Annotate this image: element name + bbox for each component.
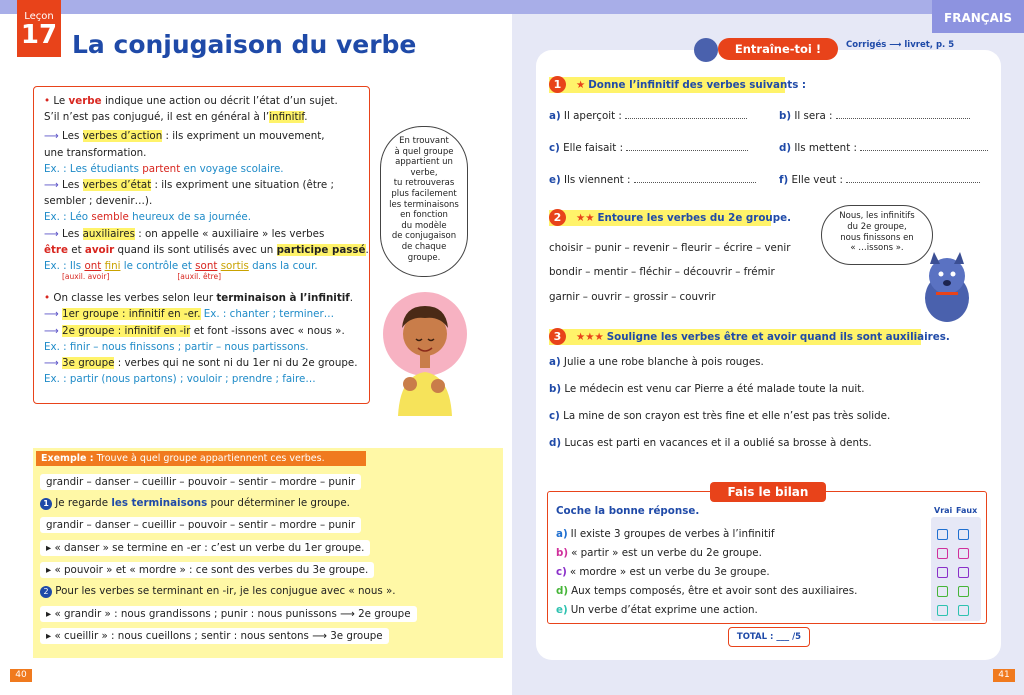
verb-list: grandir – danser – cueillir – pouvoir – sentir – mordre – punir [40,474,361,490]
checkbox-e-faux[interactable] [958,605,969,616]
bilan-item-e: e) Un verbe d’état exprime une action. [556,604,758,616]
subject-tab: FRANÇAIS [932,0,1024,33]
question-1d[interactable]: d) Ils mettent : [779,142,988,154]
example-5: Ex. : partir (nous partons) ; vouloir ; prendre ; faire… [44,373,316,386]
sentence-3d[interactable]: d) Lucas est parti en vacances et il a oublié sa brosse à dents. [549,437,872,449]
lesson-number: 17 [20,20,58,50]
corriges-link[interactable]: Corrigés ⟶ livret, p. 5 [846,40,955,50]
question-1f[interactable]: f) Elle veut : [779,174,980,186]
page-number-right: 41 [993,669,1015,682]
arrow-icon: ⟶ [44,179,59,192]
verb-line-2[interactable]: bondir – mentir – fléchir – découvrir – frémir [549,266,775,278]
exercise-1-header: ★ Donne l’infinitif des verbes suivants : 1 [549,77,785,93]
checkbox-b-vrai[interactable] [937,548,948,559]
step-2: 2 Pour les verbes se terminant en -ir, je les conjugue avec « nous ». [40,585,396,598]
answer-line [634,174,756,183]
checkbox-d-vrai[interactable] [937,586,948,597]
sentence-3c[interactable]: c) La mine de son crayon est très fine et elle n’est pas très solide. [549,410,891,422]
bilan-item-d: d) Aux temps composés, être et avoir sont des auxiliaires. [556,585,858,597]
bilan-instruction: Coche la bonne réponse. [556,505,700,517]
rule-aux: ⟶ Les auxiliaires : on appelle « auxiliaire » les verbes [44,227,325,240]
checkbox-c-vrai[interactable] [937,567,948,578]
bilan-title: Fais le bilan [710,482,826,502]
sentence-3b[interactable]: b) Le médecin est venu car Pierre a été malade toute la nuit. [549,383,865,395]
rule-etat: ⟶ Les verbes d’état : ils expriment une situation (être ; [44,179,334,192]
lesson-tab [17,0,61,57]
entraine-toi-banner: Entraîne-toi ! [718,38,838,60]
arrow-icon: ⟶ [44,324,59,337]
arrow-icon: ⟶ [44,357,59,370]
exercise-3-header: ★★★ Souligne les verbes être et avoir quand ils sont auxiliaires. 3 [549,329,921,345]
answer-line [625,110,747,119]
rule-group-3: ⟶ 3e groupe : verbes qui ne sont ni du 1er ni du 2e groupe. [44,357,358,370]
exercise-number: 2 [549,209,566,226]
exercise-number: 3 [549,328,566,345]
question-1c[interactable]: c) Elle faisait : [549,142,748,154]
lesson-rule-box [33,86,370,404]
rule-etat-cont: sembler ; devenir…). [44,195,153,208]
example-3: Ex. : Ils ont fini le contrôle et sont sortis dans la cour. [44,260,318,273]
rule-aux-cont: être et avoir quand ils sont utilisés avec un participe passé. [44,243,369,256]
lesson-label: Leçon [24,11,54,22]
exercise-2-header: ★★ Entoure les verbes du 2e groupe. 2 [549,210,771,226]
bullet-3: ▸ « grandir » : nous grandissons ; punir : nous punissons ⟶ 2e groupe [40,606,417,622]
checkbox-c-faux[interactable] [958,567,969,578]
answer-line [836,110,970,119]
top-banner [0,0,1024,14]
checkbox-b-faux[interactable] [958,548,969,559]
checkbox-a-faux[interactable] [958,529,969,540]
dog-illustration [912,250,982,326]
question-1b[interactable]: b) Il sera : [779,110,970,122]
checkbox-a-vrai[interactable] [937,529,948,540]
rule-classe: • On classe les verbes selon leur terminaison à l’infinitif. [44,292,354,305]
sentence-3a[interactable]: a) Julie a une robe blanche à pois rouges. [549,356,764,368]
page-number-left: 40 [10,669,32,682]
step-1: 1 Je regarde les terminaisons pour déterminer le groupe. [40,497,350,510]
arrow-icon: ⟶ [44,308,59,321]
verb-line-3[interactable]: garnir – ouvrir – grossir – couvrir [549,291,716,303]
verb-list-colored: grandir – danser – cueillir – pouvoir – sentir – mordre – punir [40,517,361,533]
arrow-icon: ⟶ [44,130,59,143]
rule-group-1: ⟶ 1er groupe : infinitif en -er. Ex. : chanter ; terminer… [44,308,335,321]
answer-line [626,142,748,151]
bullet-2: ▸ « pouvoir » et « mordre » : ce sont des verbes du 3e groupe. [40,562,374,578]
total-score: TOTAL : ___ /5 [728,627,810,647]
vrai-label: Vrai [934,506,953,515]
question-1a[interactable]: a) Il aperçoit : [549,110,747,122]
answer-line [846,174,980,183]
question-1e[interactable]: e) Ils viennent : [549,174,756,186]
bilan-item-b: b) « partir » est un verbe du 2e groupe. [556,547,762,559]
rule-infinitif: S’il n’est pas conjugué, il est en général à l’infinitif. [44,111,308,124]
speech-bubble: En trouvant à quel groupe appartient un verbe, tu retrouveras plus facilement les terminaisons en fonction du modèle de conjugaison de chaque groupe. [380,126,468,277]
page-title: La conjugaison du verbe [72,30,417,59]
aux-notes: [auxil. avoir] [auxil. être] [62,272,222,282]
example-title: Exemple : Trouve à quel groupe appartiennent ces verbes. [36,451,366,466]
verb-line-1[interactable]: choisir – punir – revenir – fleurir – écrire – venir [549,242,791,254]
checkbox-d-faux[interactable] [958,586,969,597]
bilan-item-c: c) « mordre » est un verbe du 3e groupe. [556,566,770,578]
bullet-1: ▸ « danser » se termine en -er : c’est un verbe du 1er groupe. [40,540,370,556]
arrow-icon: ⟶ [44,227,59,240]
answer-line [860,142,988,151]
example-2: Ex. : Léo semble heureux de sa journée. [44,211,252,224]
bullet-4: ▸ « cueillir » : nous cueillons ; sentir : nous sentons ⟶ 3e groupe [40,628,389,644]
example-4: Ex. : finir – nous finissons ; partir – nous partissons. [44,340,309,353]
rule-verbe: • Le verbe indique une action ou décrit l’état d’un sujet. [44,95,338,107]
checkbox-e-vrai[interactable] [937,605,948,616]
bilan-item-a: a) Il existe 3 groupes de verbes à l’infinitif [556,528,775,540]
faux-label: Faux [956,506,978,515]
rule-group-2: ⟶ 2e groupe : infinitif en -ir et font -issons avec « nous ». [44,324,345,337]
rule-action-cont: une transformation. [44,146,147,159]
rule-action: ⟶ Les verbes d’action : ils expriment un mouvement, [44,130,325,143]
example-1: Ex. : Les étudiants partent en voyage scolaire. [44,162,284,175]
dog-speech-bubble: Nous, les infinitifs du 2e groupe, nous finissons en « …issons ». [821,205,933,265]
boy-illustration [380,284,470,416]
dog-icon [694,38,718,62]
exercise-number: 1 [549,76,566,93]
